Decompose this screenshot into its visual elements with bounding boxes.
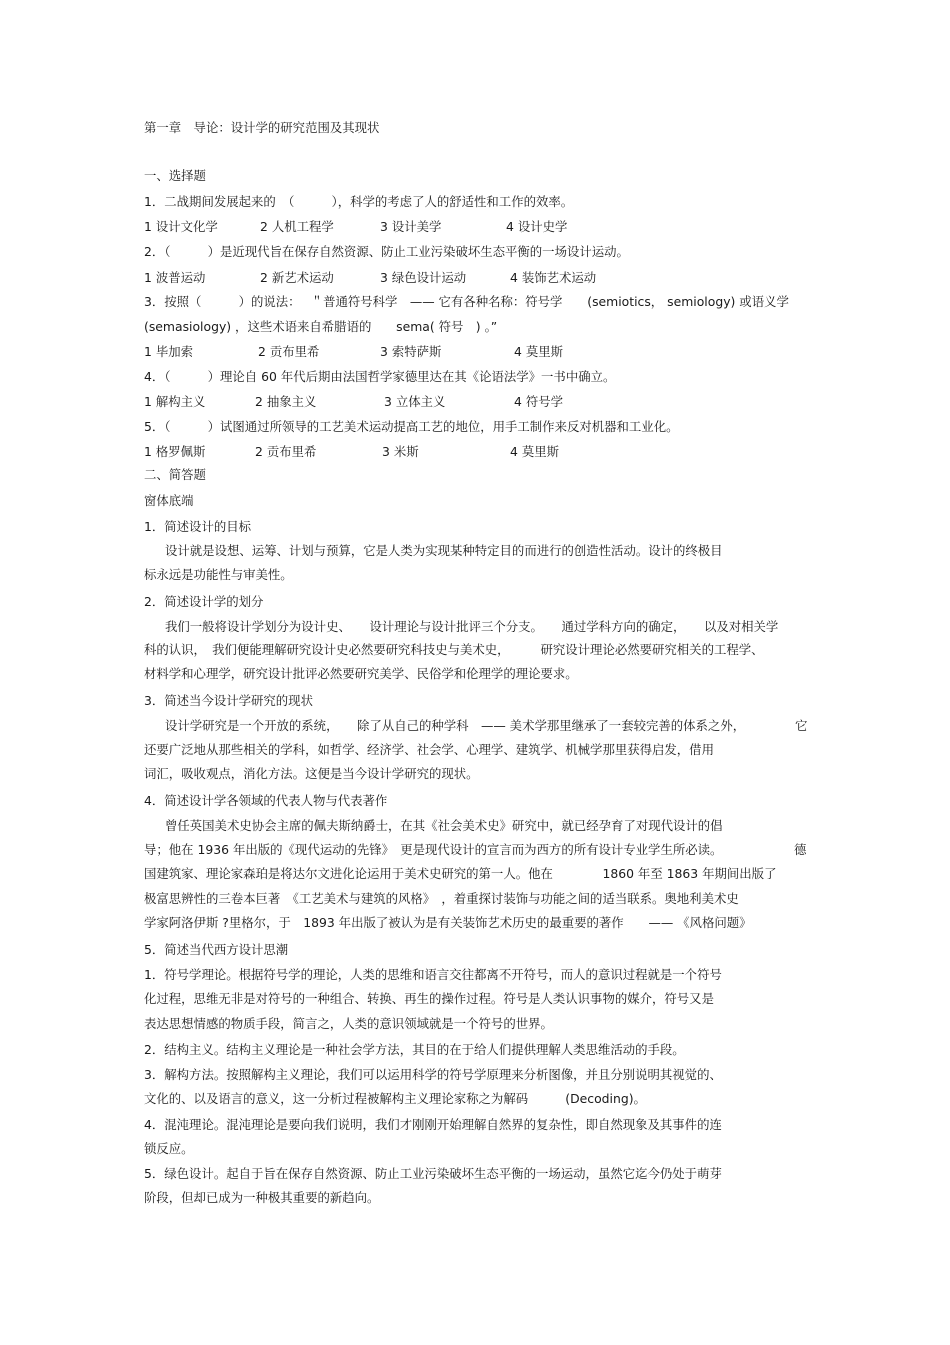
answer-5-line: 2．结构主义。结构主义理论是一种社会学方法，其目的在于给人们提供理解人类思维活动的手段。	[144, 1042, 685, 1057]
question-3-stem-line2: (semasiology) ，这些术语来自希腊语的 sema( 符号 ) 。”	[144, 319, 498, 334]
section-heading-choice: 一、选择题	[144, 168, 206, 183]
question-4-stem: 4．（ ）理论自 60 年代后期由法国哲学家德里达在其《论语法学》一书中确立。	[144, 369, 616, 384]
question-2-stem: 2．（ ）是近现代旨在保存自然资源、防止工业污染破坏生态平衡的一场设计运动。	[144, 244, 629, 259]
answer-5-line: 文化的、以及语言的意义，这一分析过程被解构主义理论家称之为解码 (Decoding)。	[144, 1091, 646, 1106]
answer-2-line: 我们一般将设计学划分为设计史、 设计理论与设计批评三个分支。 通过学科方向的确定， 以及对相关学	[165, 619, 779, 634]
answer-4-line: 曾任英国美术史协会主席的佩夫斯纳爵士，在其《社会美术史》研究中，就已经孕育了对现代设计的倡	[165, 818, 723, 833]
answer-3-line-tail: 它	[795, 718, 808, 733]
option: 1 解构主义	[144, 394, 206, 409]
answer-5-line: 化过程，思维无非是对符号的一种组合、转换、再生的操作过程。符号是人类认识事物的媒介，符号又是	[144, 991, 714, 1006]
option: 3 立体主义	[384, 394, 446, 409]
answer-3-line: 还要广泛地从那些相关的学科，如哲学、经济学、社会学、心理学、建筑学、机械学那里获得启发，借用	[144, 742, 714, 757]
option: 4 符号学	[514, 394, 563, 409]
answer-5-line: 阶段，但却已成为一种极其重要的新趋向。	[144, 1190, 380, 1205]
answer-3-title: 3．简述当今设计学研究的现状	[144, 693, 313, 708]
option: 3 索特萨斯	[380, 344, 442, 359]
option: 3 设计美学	[380, 219, 442, 234]
option: 2 人机工程学	[260, 219, 334, 234]
answer-4-line: 导；他在 1936 年出版的《现代运动的先锋》 更是现代设计的宣言而为西方的所有设计专业学生所必读。	[144, 842, 723, 857]
answer-5-line: 3．解构方法。按照解构主义理论，我们可以运用科学的符号学原理来分析图像，并且分别说明其视觉的、	[144, 1067, 722, 1082]
answer-5-line: 5．绿色设计。起自于旨在保存自然资源、防止工业污染破坏生态平衡的一场运动，虽然它迄今仍处于萌芽	[144, 1166, 722, 1181]
option: 4 设计史学	[506, 219, 568, 234]
question-3-stem-line1: 3．按照（ ）的说法： ＂普通符号科学 —— 它有各种名称：符号学 (semiotics， semiology) 或语义学	[144, 294, 789, 309]
option: 3 绿色设计运动	[380, 270, 467, 285]
option: 1 波普运动	[144, 270, 206, 285]
question-5-stem: 5．（ ）试图通过所领导的工艺美术运动提高工艺的地位，用手工制作来反对机器和工业化。	[144, 419, 679, 434]
answer-3-line: 设计学研究是一个开放的系统， 除了从自己的种学科 —— 美术学那里继承了一套较完善的体系之外，	[165, 718, 746, 733]
answer-4-line: 国建筑家、理论家森珀是将达尔文进化论运用于美术史研究的第一人。他在 1860 年至 1863 年期间出版了	[144, 866, 777, 881]
answer-3-line: 词汇，吸收观点，消化方法。这便是当今设计学研究的现状。	[144, 766, 479, 781]
section-subheading: 窗体底端	[144, 493, 194, 508]
answer-2-line: 科的认识， 我们便能理解研究设计史必然要研究科技史与美术史， 研究设计理论必然要研究相关的工程学、	[144, 642, 764, 657]
answer-1-title: 1．简述设计的目标	[144, 519, 252, 534]
answer-2-title: 2．简述设计学的划分	[144, 594, 264, 609]
option: 2 贡布里希	[255, 444, 317, 459]
answer-5-line: 表达思想情感的物质手段，简言之，人类的意识领域就是一个符号的世界。	[144, 1016, 553, 1031]
answer-4-line: 学家阿洛伊斯 ?里格尔，于 1893 年出版了被认为是有关装饰艺术历史的最重要的著作 —— 《风格问题》	[144, 915, 752, 930]
answer-4-line: 极富思辨性的三卷本巨著 《工艺美术与建筑的风格》 ，着重探讨装饰与功能之间的适当联系。奥地利美术史	[144, 891, 739, 906]
chapter-title: 第一章 导论：设计学的研究范围及其现状	[144, 120, 380, 135]
answer-5-line: 锁反应。	[144, 1141, 194, 1156]
answer-1-line: 标永远是功能性与审美性。	[144, 567, 293, 582]
answer-1-line: 设计就是设想、运筹、计划与预算，它是人类为实现某种特定目的而进行的创造性活动。设计的终极目	[165, 543, 723, 558]
option: 2 新艺术运动	[260, 270, 334, 285]
answer-5-line: 1．符号学理论。根据符号学的理论，人类的思维和语言交往都离不开符号，而人的意识过程就是一个符号	[144, 967, 722, 982]
option: 4 莫里斯	[514, 344, 563, 359]
option: 1 格罗佩斯	[144, 444, 206, 459]
option: 1 毕加索	[144, 344, 193, 359]
question-1-stem: 1．二战期间发展起来的 （ ），科学的考虑了人的舒适性和工作的效率。	[144, 194, 574, 209]
option: 2 贡布里希	[258, 344, 320, 359]
section-heading-short-answer: 二、简答题	[144, 467, 206, 482]
option: 3 米斯	[382, 444, 419, 459]
option: 4 装饰艺术运动	[510, 270, 597, 285]
option: 1 设计文化学	[144, 219, 218, 234]
option: 2 抽象主义	[255, 394, 317, 409]
answer-2-line: 材料学和心理学，研究设计批评必然要研究美学、民俗学和伦理学的理论要求。	[144, 666, 578, 681]
answer-5-title: 5．简述当代西方设计思潮	[144, 942, 289, 957]
option: 4 莫里斯	[510, 444, 559, 459]
answer-5-line: 4．混沌理论。混沌理论是要向我们说明，我们才刚刚开始理解自然界的复杂性，即自然现象及其事件的连	[144, 1117, 722, 1132]
answer-4-title: 4．简述设计学各领域的代表人物与代表著作	[144, 793, 388, 808]
answer-4-line-tail: 德	[794, 842, 807, 857]
